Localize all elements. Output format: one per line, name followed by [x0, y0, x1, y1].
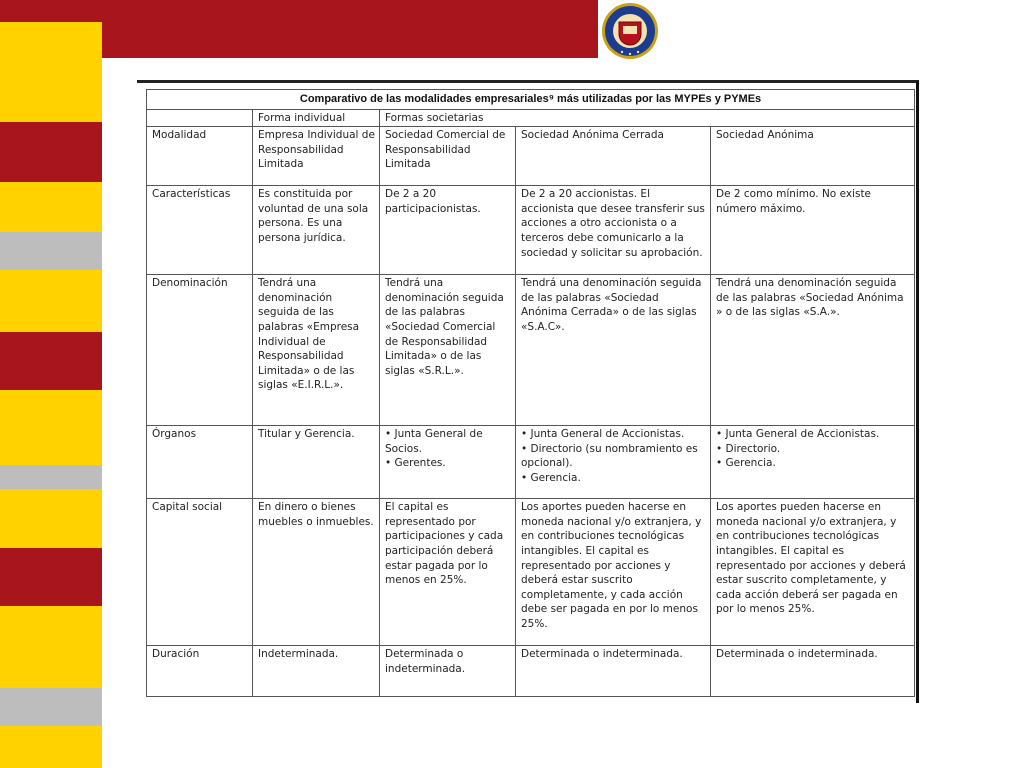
table-row	[147, 186, 915, 275]
table-row	[147, 426, 915, 499]
table-cell: Empresa Individual de Responsabilidad Limitada	[253, 127, 380, 186]
document-image	[137, 80, 919, 703]
list-item: • Junta General de Accionistas.	[716, 428, 880, 441]
header-red-bar	[102, 0, 598, 58]
list-item: • Gerencia.	[716, 457, 776, 470]
table-row	[147, 499, 915, 646]
row-label: Denominación	[147, 275, 253, 426]
list-item: • Directorio (su nombramiento es opcional).	[521, 442, 698, 470]
row-label: Capital social	[147, 499, 253, 646]
group-header-individual: Forma individual	[253, 109, 380, 127]
table-cell: Indeterminada.	[253, 646, 380, 697]
group-header-societarias: Formas societarias	[380, 109, 915, 127]
row-label: Órganos	[147, 426, 253, 499]
decorative-stripe-band	[0, 0, 102, 768]
list-item: • Directorio.	[716, 442, 781, 455]
table-cell: De 2 como mínimo. No existe número máximo.	[711, 186, 915, 275]
table-cell: Sociedad Comercial de Responsabilidad Limitada	[380, 127, 516, 186]
row-label: Modalidad	[147, 127, 253, 186]
table-cell: Tendrá una denominación seguida de las palabras «Sociedad Anónima Cerrada» o de las siglas «S.A.C».	[516, 275, 711, 426]
table-title: Comparativo de las modalidades empresariales⁹ más utilizadas por las MYPEs y PYMEs	[147, 90, 915, 110]
list-item: • Gerentes.	[385, 457, 446, 470]
institution-seal-logo	[600, 2, 660, 60]
table-cell: Sociedad Anónima Cerrada	[516, 127, 711, 186]
list-item: • Junta General de Socios.	[385, 428, 483, 455]
table-cell: Es constituida por voluntad de una sola persona. Es una persona jurídica.	[253, 186, 380, 275]
comparison-table	[146, 89, 915, 697]
table-cell: Tendrá una denominación seguida de las palabras «Empresa Individual de Responsabilidad Limitada» o de las siglas «E.I.R.L.».	[253, 275, 380, 426]
table-cell: Tendrá una denominación seguida de las palabras «Sociedad Anónima » o de las siglas «S.A.».	[711, 275, 915, 426]
table-cell: Determinada o indeterminada.	[516, 646, 711, 697]
table-cell: Tendrá una denominación seguida de las palabras «Sociedad Comercial de Responsabilidad Limitada» o de las siglas «S.R.L.».	[380, 275, 516, 426]
table-cell: Titular y Gerencia.	[253, 426, 380, 499]
table-row	[147, 646, 915, 697]
table-cell	[380, 426, 516, 499]
table-cell	[516, 426, 711, 499]
row-label: Duración	[147, 646, 253, 697]
table-cell: Determinada o indeterminada.	[711, 646, 915, 697]
table-row	[147, 275, 915, 426]
table-cell: De 2 a 20 accionistas. El accionista que desee transferir sus acciones a otro accionista o a terceros debe comunicarlo a la sociedad y solicitar su aprobación.	[516, 186, 711, 275]
table-row	[147, 127, 915, 186]
table-cell: Determinada o indeterminada.	[380, 646, 516, 697]
table-cell: Los aportes pueden hacerse en moneda nacional y/o extranjera, y en contribuciones tecnológicas intangibles. El capital es representado por acciones y deberá estar suscrito completamente, y cada acción deberá ser pagada en por lo menos 25%.	[711, 499, 915, 646]
table-cell: De 2 a 20 participacionistas.	[380, 186, 516, 275]
table-cell: En dinero o bienes muebles o inmuebles.	[253, 499, 380, 646]
table-cell: Sociedad Anónima	[711, 127, 915, 186]
table-cell	[711, 426, 915, 499]
table-cell: Los aportes pueden hacerse en moneda nacional y/o extranjera, y en contribuciones tecnológicas intangibles. El capital es representado por acciones y deberá estar suscrito completamente, y cada acción debe ser pagada en por lo menos 25%.	[516, 499, 711, 646]
list-item: • Junta General de Accionistas.	[521, 428, 685, 441]
row-label: Características	[147, 186, 253, 275]
table-cell: El capital es representado por participaciones y cada participación deberá estar pagada por lo menos en 25%.	[380, 499, 516, 646]
empty-header-cell	[147, 109, 253, 127]
list-item: • Gerencia.	[521, 471, 581, 484]
